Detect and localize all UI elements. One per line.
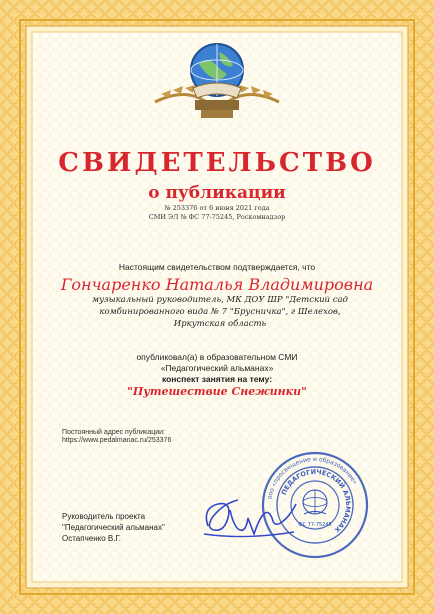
published-line-3: конспект занятия на тему: [161, 374, 273, 384]
svg-text:ооо «просвещение и образование: ооо «просвещение и образование» [266, 455, 359, 500]
registration-number: № 253376 от 6 июня 2021 года [164, 204, 270, 212]
globe-emblem-icon [147, 34, 287, 134]
signer-line-1: Руководитель проекта [62, 512, 146, 521]
svg-text:ПЕДАГОГИЧЕСКИЙ АЛЬМАНАХ: ПЕДАГОГИЧЕСКИЙ АЛЬМАНАХ [279, 467, 353, 534]
svg-text:ФС 77-75245: ФС 77-75245 [298, 522, 332, 528]
address-url[interactable]: https://www.pedalmanac.ru/253376 [62, 437, 172, 444]
media-registration: СМИ ЭЛ № ФС 77-75245, Роскомнадзор [148, 213, 286, 221]
signature-icon [200, 488, 310, 548]
publication-topic: "Путешествие Снежинки" [127, 385, 307, 398]
address-label: Постоянный адрес публикации: [62, 429, 166, 436]
certificate-subtitle: о публикации [148, 183, 286, 203]
published-line-1: опубликовал(а) в образовательном СМИ [136, 352, 298, 362]
published-line-2: «Педагогический альманах» [160, 363, 274, 373]
intro-text: Настоящим свидетельством подтверждается, что [118, 262, 316, 272]
signer-line-2: "Педагогический альманах" [62, 523, 165, 532]
certificate-title: СВИДЕТЕЛЬСТВО [58, 148, 376, 178]
signer-name: Остапченко В.Г. [62, 534, 122, 543]
recipient-position: музыкальный руководитель, МК ДОУ ШР "Детский сад комбинированного вида № 7 "Брусничка", г Шелехов, Иркутская область [92, 295, 348, 329]
recipient-name: Гончаренко Наталья Владимировна [60, 275, 374, 294]
